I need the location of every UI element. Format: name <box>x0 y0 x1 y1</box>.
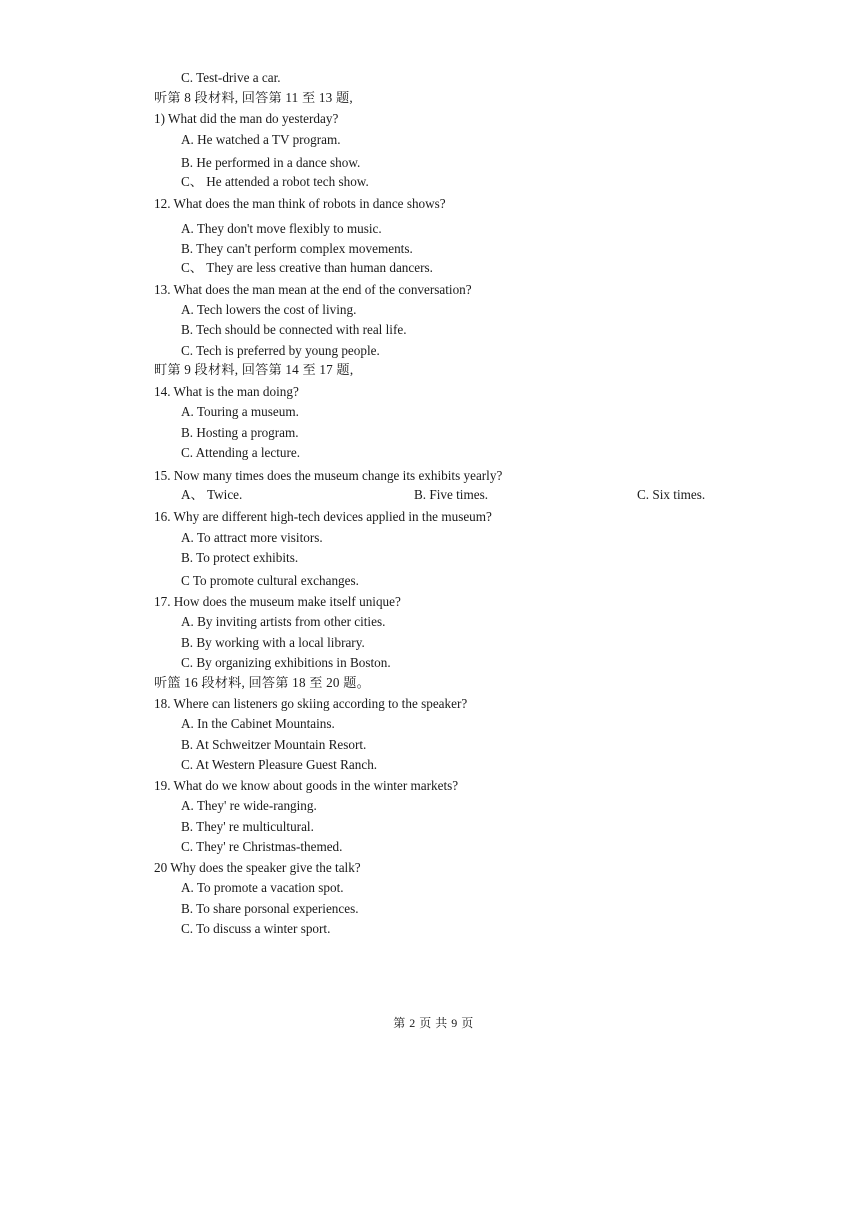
question-text: 15. Now many times does the museum change its exhibits yearly? <box>154 468 503 483</box>
option-text: B. Tech should be connected with real life. <box>181 322 407 337</box>
option-text: C. Test-drive a car. <box>181 70 281 85</box>
option-text: C. To discuss a winter sport. <box>181 921 331 936</box>
option-text: B. By working with a local library. <box>181 635 365 650</box>
option-text: A. They don't move flexibly to music. <box>181 221 382 236</box>
option-text: A. To promote a vacation spot. <box>181 880 344 895</box>
option-text: B. Five times. <box>414 487 488 502</box>
option-text: B. They can't perform complex movements. <box>181 241 413 256</box>
option-text: C. Six times. <box>637 487 706 502</box>
option-text: A. By inviting artists from other cities. <box>181 614 386 629</box>
option-text: A. To attract more visitors. <box>181 530 323 545</box>
question-text: 19. What do we know about goods in the winter markets? <box>154 778 459 793</box>
option-text: C、 They are less creative than human dancers. <box>181 260 433 275</box>
question-text: 12. What does the man think of robots in dance shows? <box>154 196 446 211</box>
option-text: A. In the Cabinet Mountains. <box>181 716 335 731</box>
question-text: 18. Where can listeners go skiing according to the speaker? <box>154 696 468 711</box>
option-text: C. Tech is preferred by young people. <box>181 343 380 358</box>
option-text: B. He performed in a dance show. <box>181 155 361 170</box>
question-text: 20 Why does the speaker give the talk? <box>154 860 361 875</box>
option-text: A. They' re wide-ranging. <box>181 798 317 813</box>
option-text: C. At Western Pleasure Guest Ranch. <box>181 757 378 772</box>
option-text: A、 Twice. <box>181 487 243 502</box>
option-text: B. They' re multicultural. <box>181 819 314 834</box>
question-text: 13. What does the man mean at the end of the conversation? <box>154 282 472 297</box>
option-text: C. Attending a lecture. <box>181 445 301 460</box>
option-text: A. Tech lowers the cost of living. <box>181 302 357 317</box>
question-text: 16. Why are different high-tech devices applied in the museum? <box>154 509 492 524</box>
section-heading: 听篮 16 段材料, 回答第 18 至 20 题。 <box>154 675 370 690</box>
option-text: B. To share porsonal experiences. <box>181 901 359 916</box>
option-text: C To promote cultural exchanges. <box>181 573 359 588</box>
option-text: B. At Schweitzer Mountain Resort. <box>181 737 367 752</box>
option-text: B. To protect exhibits. <box>181 550 299 565</box>
option-text: C. By organizing exhibitions in Boston. <box>181 655 391 670</box>
option-text: A. He watched a TV program. <box>181 132 341 147</box>
section-heading: 听第 8 段材料, 回答第 11 至 13 题, <box>154 90 353 105</box>
question-text: 1) What did the man do yesterday? <box>154 111 339 126</box>
question-text: 14. What is the man doing? <box>154 384 299 399</box>
question-text: 17. How does the museum make itself unique? <box>154 594 401 609</box>
page-number: 第 2 页 共 9 页 <box>393 1016 474 1030</box>
option-text: B. Hosting a program. <box>181 425 299 440</box>
option-text: C、 He attended a robot tech show. <box>181 174 369 189</box>
section-heading: 町第 9 段材料, 回答第 14 至 17 题, <box>154 362 354 377</box>
option-text: A. Touring a museum. <box>181 404 299 419</box>
option-text: C. They' re Christmas-themed. <box>181 839 343 854</box>
